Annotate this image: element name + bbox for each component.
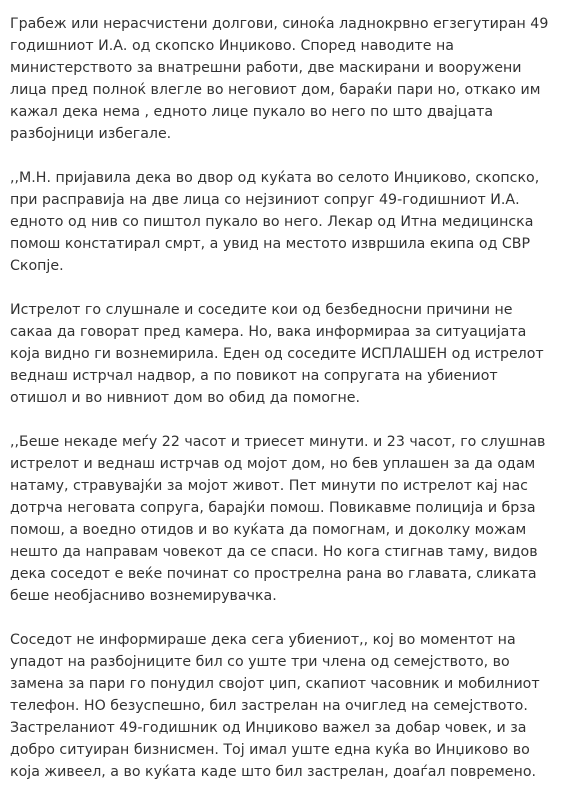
article-body [10,13,558,805]
article-paragraph-1: Грабеж или нерасчистени долгови, синоќа ладнокрвно егзегутиран 49 годишниот И.А. од скопско Инџиково. Според наводите на министерството за внатрешни работи, две маскирани и вооружени лица пред полноќ влегле во неговиот дом, бараќи пари но, откако им кажал дека нема , едното лице пукало во него по што двајцата разбојници избегале. [10,16,549,142]
article-paragraph-2: ,,М.Н. пријавила дека во двор од куќата во селото Инџиково, скопско, при расправија на две лица со нејзиниот сопруг 49-годишниот И.А. едното од нив со пиштол пукало во него. Лекар од Итна медицинска помош констатирал смрт, а увид на местото извршила екипа од СВР Скопје. [10,170,540,274]
article-paragraph-3: Истрелот го слушнале и соседите кои од безбедносни причини не сакаа да говорат пред камера. Но, вака информираа за ситуацијата која видно ги вознемирила. Еден од соседите ИСПЛАШЕН од истрелот веднаш истрчал надвор, а по повикот на сопругата на убиениот отишол и во нивниот дом во обид да помогне. [10,302,544,406]
article-paragraph-4: ,,Беше некаде меѓу 22 часот и триесет минути. и 23 часот, го слушнав истрелот и веднаш истрчав од мојот дом, но бев уплашен за да одам натаму, стравувајќи за мојот живот. Пет минути по истрелот кај нас дотрча неговата сопруга, барајќи помош. Повикавме полиција и брза помош, а воедно отидов и во куќата да помогнам, и доколку можам нешто да направам човекот да се спаси. Но кога стигнав таму, видов дека соседот е веќе починат со прострелна рана во главата, сликата беше необјасниво вознемирувачка. [10,434,546,604]
article-paragraph-5: Соседот не информираше дека сега убиениот,, кој во моментот на упадот на разбојниците бил со уште три члена од семејството, во замена за пари го понудил својот џип, скапиот часовник и мобилниот телефон. НО безуспешно, бил застрелан на очиглед на семејството. Застреланиот 49-годишник од Инџиково важел за добар човек, и за добро ситуиран бизнисмен. Тој имал уште една куќа во Инџиково во која живеел, а во куќата каде што бил застрелан, доаѓал повремено. [10,632,540,780]
